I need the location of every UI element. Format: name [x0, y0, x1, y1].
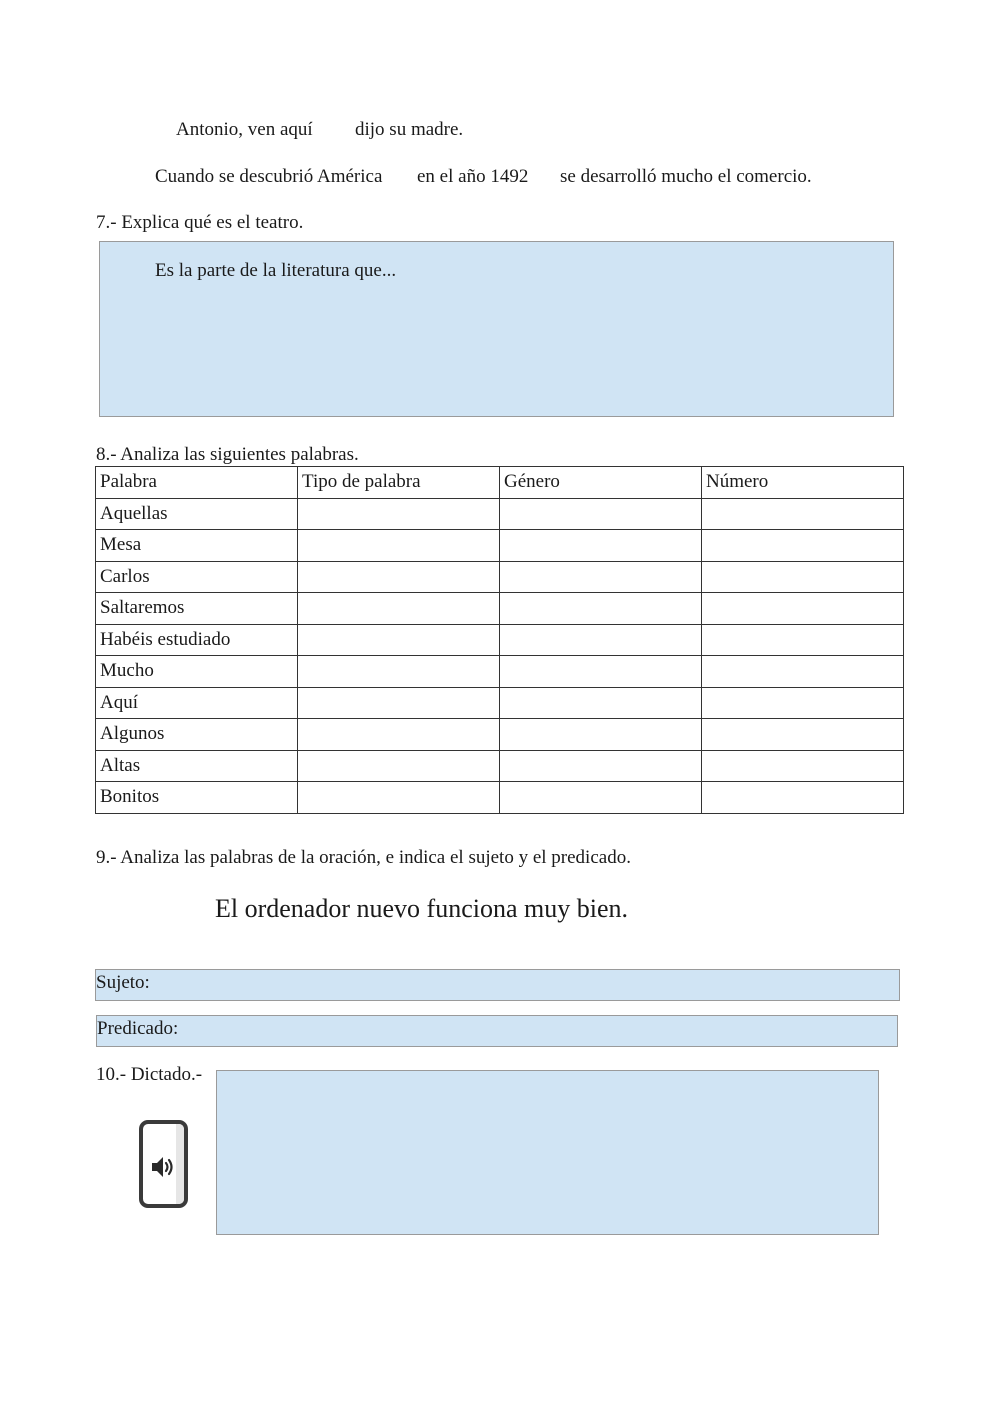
q9-sentence: El ordenador nuevo funciona muy bien. — [215, 894, 628, 923]
numero-cell[interactable] — [702, 782, 904, 814]
table-row — [96, 656, 904, 688]
numero-cell[interactable] — [702, 656, 904, 688]
word-cell: Algunos — [96, 719, 298, 751]
table-row — [96, 561, 904, 593]
table-row — [96, 750, 904, 782]
word-cell: Altas — [96, 750, 298, 782]
header-numero: Número — [702, 467, 904, 499]
genero-cell[interactable] — [500, 498, 702, 530]
word-cell: Carlos — [96, 561, 298, 593]
table-row — [96, 593, 904, 625]
q8-label: 8.- Analiza las siguientes palabras. — [96, 444, 359, 465]
word-cell: Mucho — [96, 656, 298, 688]
table-header-row — [96, 467, 904, 499]
q7-label: 7.- Explica qué es el teatro. — [96, 212, 304, 233]
q9-label: 9.- Analiza las palabras de la oración, e indica el sujeto y el predicado. — [96, 847, 631, 868]
subject-label: Sujeto: — [96, 972, 150, 993]
q7-answer-box[interactable] — [99, 241, 894, 417]
example-line2-part2: en el año 1492 — [417, 166, 529, 187]
tipo-cell[interactable] — [298, 624, 500, 656]
genero-cell[interactable] — [500, 561, 702, 593]
example-line1-part1: Antonio, ven aquí — [176, 119, 313, 140]
tipo-cell[interactable] — [298, 656, 500, 688]
numero-cell[interactable] — [702, 561, 904, 593]
example-line1-part2: dijo su madre. — [355, 119, 464, 140]
predicate-answer-box[interactable] — [96, 1015, 898, 1047]
numero-cell[interactable] — [702, 593, 904, 625]
numero-cell[interactable] — [702, 719, 904, 751]
tipo-cell[interactable] — [298, 750, 500, 782]
q7-answer-text: Es la parte de la literatura que... — [155, 260, 397, 281]
header-palabra: Palabra — [96, 467, 298, 499]
numero-cell[interactable] — [702, 624, 904, 656]
table-row — [96, 530, 904, 562]
tipo-cell[interactable] — [298, 719, 500, 751]
genero-cell[interactable] — [500, 530, 702, 562]
word-cell: Bonitos — [96, 782, 298, 814]
word-cell: Aquellas — [96, 498, 298, 530]
genero-cell[interactable] — [500, 593, 702, 625]
example-line2-part1: Cuando se descubrió América — [155, 166, 383, 187]
genero-cell[interactable] — [500, 719, 702, 751]
predicate-label: Predicado: — [97, 1018, 179, 1039]
numero-cell[interactable] — [702, 687, 904, 719]
word-analysis-table — [95, 466, 904, 814]
table-row — [96, 624, 904, 656]
table-row — [96, 498, 904, 530]
subject-answer-box[interactable] — [95, 969, 900, 1001]
genero-cell[interactable] — [500, 624, 702, 656]
word-cell: Saltaremos — [96, 593, 298, 625]
tipo-cell[interactable] — [298, 782, 500, 814]
word-cell: Aquí — [96, 687, 298, 719]
dictation-answer-box[interactable] — [216, 1070, 879, 1235]
numero-cell[interactable] — [702, 498, 904, 530]
example-line2-part3: se desarrolló mucho el comercio. — [560, 166, 812, 187]
tipo-cell[interactable] — [298, 498, 500, 530]
table-row — [96, 782, 904, 814]
numero-cell[interactable] — [702, 530, 904, 562]
header-tipo: Tipo de palabra — [298, 467, 500, 499]
tipo-cell[interactable] — [298, 561, 500, 593]
tipo-cell[interactable] — [298, 593, 500, 625]
genero-cell[interactable] — [500, 656, 702, 688]
tipo-cell[interactable] — [298, 687, 500, 719]
audio-play-button[interactable] — [139, 1120, 188, 1208]
genero-cell[interactable] — [500, 687, 702, 719]
word-cell: Habéis estudiado — [96, 624, 298, 656]
genero-cell[interactable] — [500, 782, 702, 814]
table-row — [96, 719, 904, 751]
word-cell: Mesa — [96, 530, 298, 562]
genero-cell[interactable] — [500, 750, 702, 782]
table-row — [96, 687, 904, 719]
numero-cell[interactable] — [702, 750, 904, 782]
speaker-icon — [151, 1155, 177, 1179]
q10-label: 10.- Dictado.- — [96, 1064, 203, 1085]
tipo-cell[interactable] — [298, 530, 500, 562]
header-genero: Género — [500, 467, 702, 499]
